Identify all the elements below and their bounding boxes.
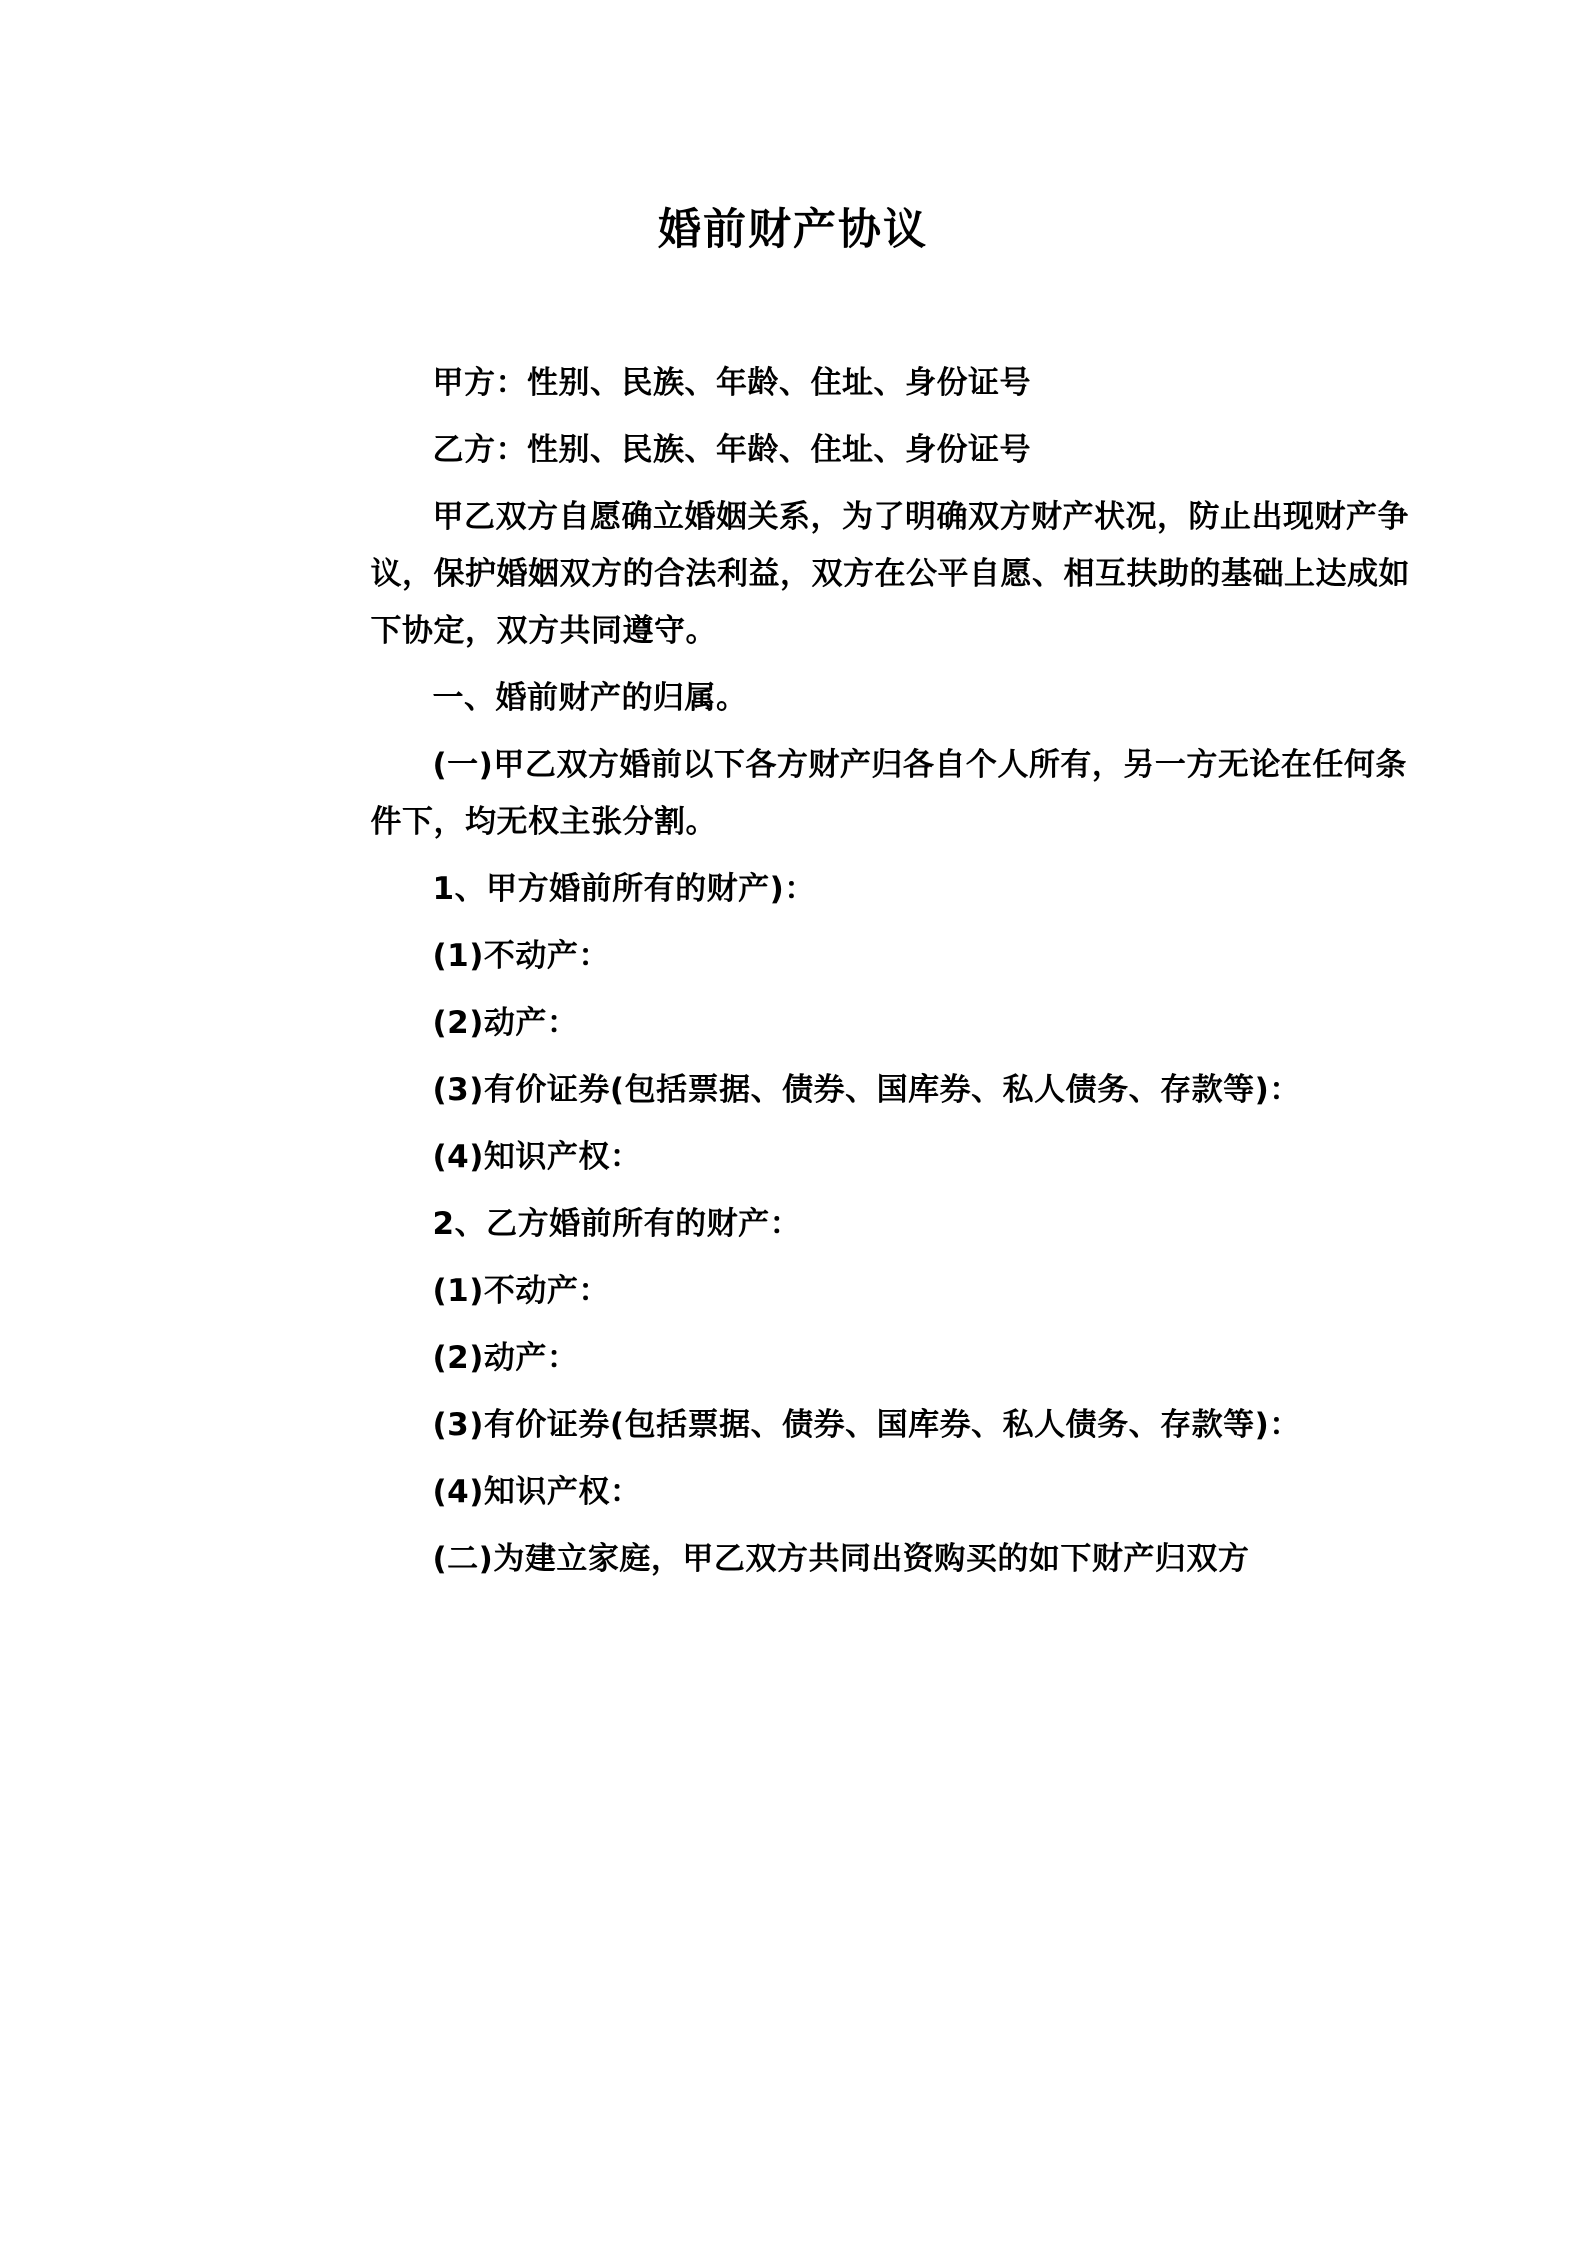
paragraph: (4)知识产权： <box>432 1138 642 1175</box>
paragraph: (3)有价证券(包括票据、债券、国库券、私人债务、存款等)： <box>432 1406 1301 1443</box>
paragraph: (二)为建立家庭，甲乙双方共同出资购买的如下财产归双方 <box>432 1540 1250 1577</box>
paragraph: 甲乙双方自愿确立婚姻关系，为了明确双方财产状况，防止出现财产争议，保护婚姻双方的合法利益，双方在公平自愿、相互扶助的基础上达成如下协定，双方共同遵守。 <box>370 498 1410 649</box>
paragraph: 1、甲方婚前所有的财产)： <box>432 870 816 907</box>
paragraph: (2)动产： <box>432 1004 579 1041</box>
paragraph: 一、婚前财产的归属。 <box>432 679 748 716</box>
paragraph: 2、乙方婚前所有的财产： <box>432 1205 802 1242</box>
paragraph: (2)动产： <box>432 1339 579 1376</box>
paragraph: 乙方：性别、民族、年龄、住址、身份证号 <box>432 431 1031 468</box>
paragraph: 甲方：性别、民族、年龄、住址、身份证号 <box>432 364 1031 401</box>
page-title: 婚前财产协议 <box>658 205 928 255</box>
paragraph: (4)知识产权： <box>432 1473 642 1510</box>
title-spacer <box>0 257 1586 355</box>
paragraph: (1)不动产： <box>432 1272 610 1309</box>
paragraph: (3)有价证券(包括票据、债券、国库券、私人债务、存款等)： <box>432 1071 1301 1108</box>
paragraph: (一)甲乙双方婚前以下各方财产归各自个人所有，另一方无论在任何条件下，均无权主张分割。 <box>370 746 1407 840</box>
document-body <box>176 355 1411 1588</box>
paragraph: (1)不动产： <box>432 937 610 974</box>
